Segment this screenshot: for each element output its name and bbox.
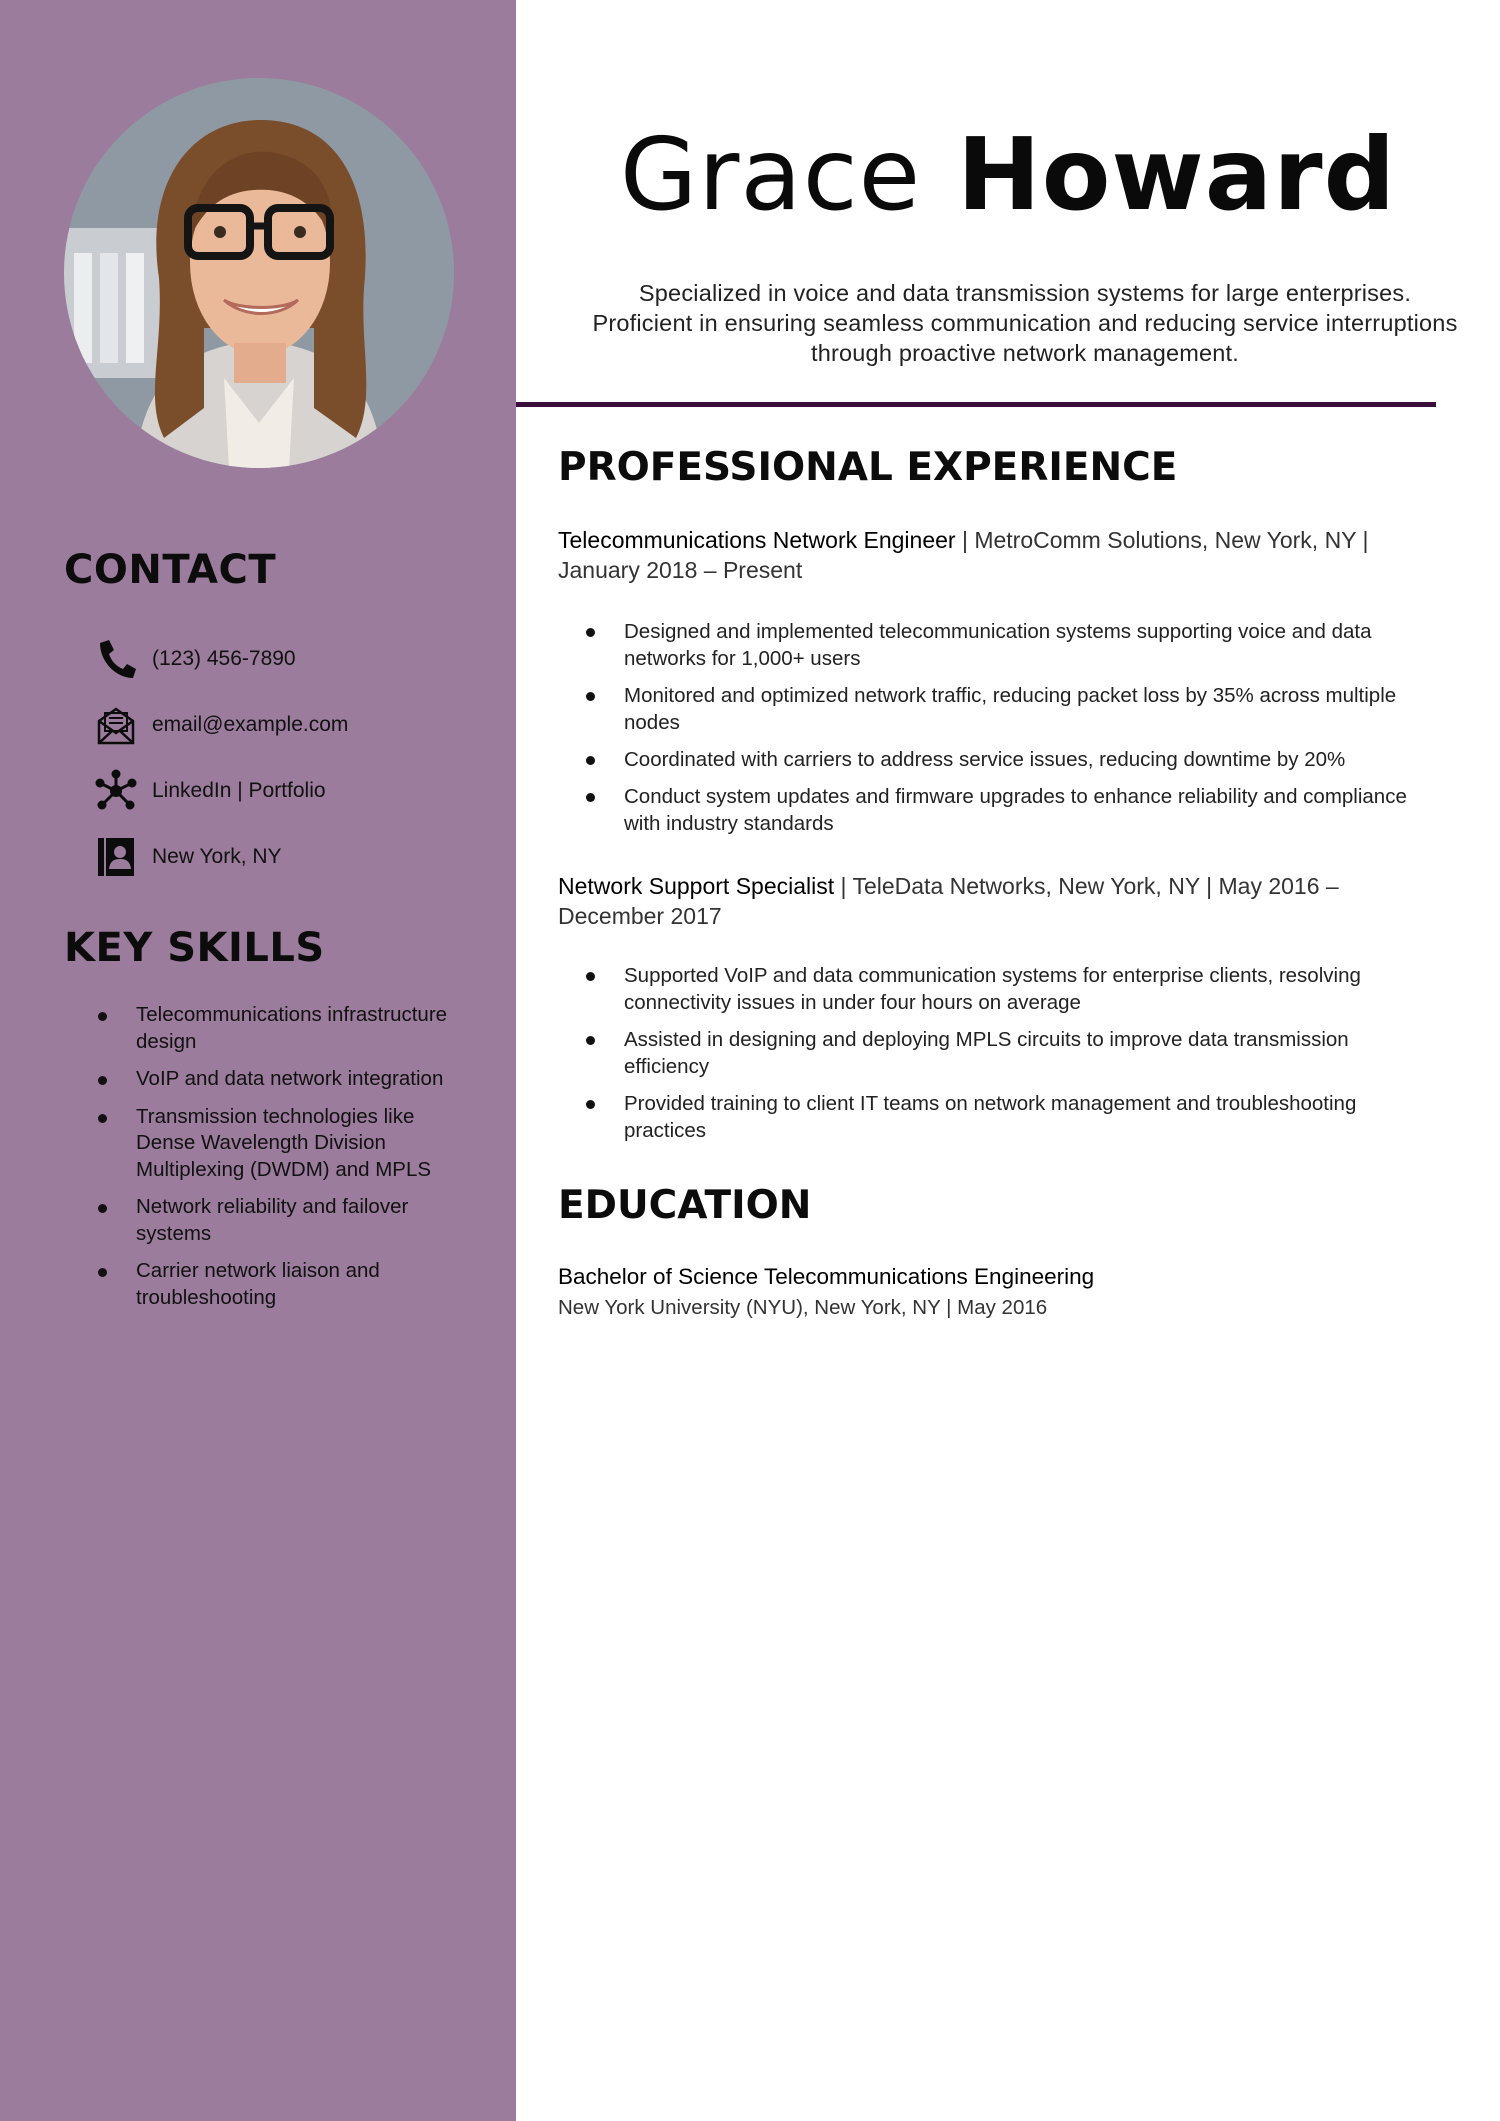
profile-photo-image (64, 78, 454, 468)
contact-phone (94, 626, 348, 692)
skill-item: Network reliability and failover systems (98, 1194, 478, 1247)
education-school: New York University (NYU), New York, NY | May 2016 (558, 1296, 1048, 1319)
contact-email[interactable] (94, 692, 348, 758)
contact-list (94, 626, 348, 890)
education-degree: Bachelor of Science Telecommunications Engineering (558, 1264, 1095, 1289)
job-1-role: Telecommunications Network Engineer (558, 527, 956, 553)
job-1-header (558, 525, 1428, 585)
job-2-details: | TeleData Networks, New York, NY | May 2016 – December 2017 (558, 873, 1339, 929)
job-2-header (558, 871, 1428, 931)
bullet-item: Assisted in designing and deploying MPLS circuits to improve data transmission efficiency (586, 1026, 1436, 1080)
profile-photo (64, 78, 454, 468)
last-name: Howard (957, 116, 1397, 233)
phone-icon (94, 636, 140, 682)
job-1-bullets (586, 618, 1436, 847)
skills-list (98, 1002, 478, 1322)
profile-summary: Specialized in voice and data transmission systems for large enterprises. Proficient in ensuring seamless communication and reducing service interruptions through proactive network management. (592, 280, 1458, 366)
job-2-role: Network Support Specialist (558, 873, 835, 899)
network-icon (94, 768, 140, 814)
first-name: Grace (619, 116, 922, 233)
skill-item: Telecommunications infrastructure design (98, 1002, 478, 1055)
main-content (516, 0, 1500, 2121)
header-divider (516, 402, 1436, 407)
contact-card-icon (94, 834, 140, 880)
skill-item: Carrier network liaison and troubleshooting (98, 1258, 478, 1311)
education-heading: EDUCATION (558, 1183, 812, 1228)
contact-heading: CONTACT (64, 547, 277, 593)
contact-email-text[interactable]: email@example.com (152, 713, 349, 736)
skills-heading: KEY SKILLS (64, 925, 325, 971)
bullet-item: Conduct system updates and firmware upgrades to enhance reliability and compliance with industry standards (586, 783, 1436, 837)
contact-links[interactable] (94, 758, 348, 824)
contact-phone-text: (123) 456-7890 (152, 647, 296, 670)
skill-item: VoIP and data network integration (98, 1066, 478, 1093)
sidebar (0, 0, 516, 2121)
job-1-details: | MetroComm Solutions, New York, NY | January 2018 – Present (558, 527, 1369, 583)
candidate-name (516, 110, 1500, 240)
mail-icon (94, 702, 140, 748)
contact-links-text[interactable]: LinkedIn | Portfolio (152, 779, 326, 802)
bullet-item: Provided training to client IT teams on network management and troubleshooting practices (586, 1090, 1436, 1144)
contact-location-text: New York, NY (152, 845, 282, 868)
job-2-bullets (586, 962, 1436, 1154)
experience-heading: PROFESSIONAL EXPERIENCE (558, 445, 1178, 490)
bullet-item: Monitored and optimized network traffic, reducing packet loss by 35% across multiple nodes (586, 682, 1436, 736)
bullet-item: Designed and implemented telecommunication systems supporting voice and data networks for 1,000+ users (586, 618, 1436, 672)
contact-location (94, 824, 348, 890)
skill-item: Transmission technologies like Dense Wavelength Division Multiplexing (DWDM) and MPLS (98, 1104, 478, 1184)
bullet-item: Supported VoIP and data communication systems for enterprise clients, resolving connectivity issues in under four hours on average (586, 962, 1436, 1016)
bullet-item: Coordinated with carriers to address service issues, reducing downtime by 20% (586, 746, 1436, 773)
